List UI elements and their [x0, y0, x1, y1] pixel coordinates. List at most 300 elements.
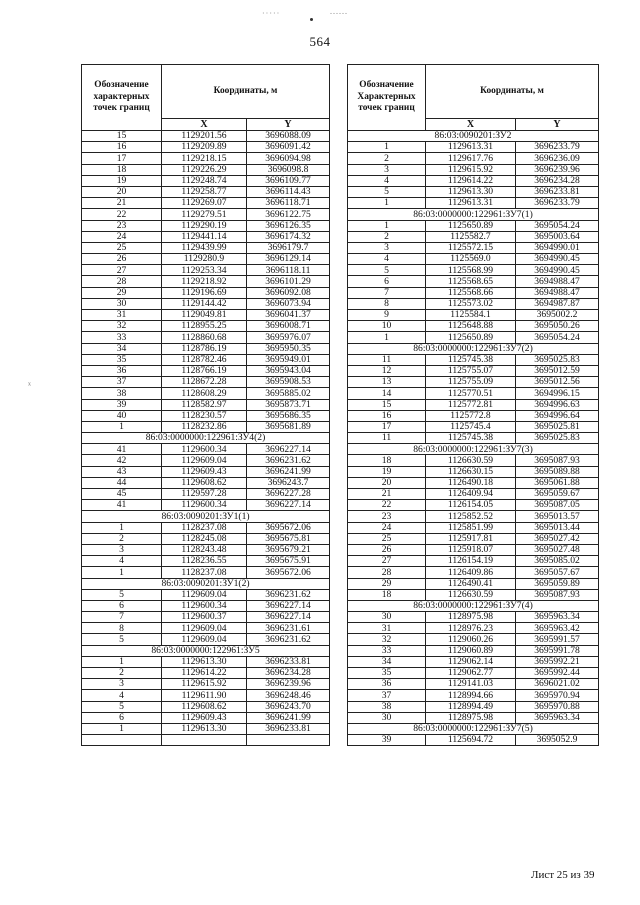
y-cell: 3696241.99: [247, 466, 330, 477]
table-row: [82, 589, 330, 600]
x-cell: 1126630.59: [426, 455, 516, 466]
point-cell: 1: [82, 421, 162, 432]
point-cell: 21: [348, 489, 426, 500]
point-cell: 37: [348, 690, 426, 701]
point-cell: 25: [82, 242, 162, 253]
point-cell: 39: [348, 735, 426, 746]
table-row: [82, 186, 330, 197]
table-row: [348, 298, 599, 309]
x-cell: 1128672.28: [162, 377, 247, 388]
y-cell: 3695087.93: [516, 455, 599, 466]
x-cell: 1129613.30: [426, 186, 516, 197]
table-row: [348, 612, 599, 623]
x-cell: 1125694.72: [426, 735, 516, 746]
table-row: [82, 242, 330, 253]
table-row: [348, 455, 599, 466]
point-cell: 34: [348, 656, 426, 667]
x-cell: 1129279.51: [162, 209, 247, 220]
x-cell: 1129280.9: [162, 254, 247, 265]
point-cell: 42: [82, 455, 162, 466]
y-cell: 3695002.2: [516, 310, 599, 321]
y-cell: 3696118.71: [247, 198, 330, 209]
point-cell: 15: [82, 131, 162, 142]
x-cell: 1128766.19: [162, 365, 247, 376]
point-cell: 34: [82, 343, 162, 354]
point-cell: 23: [82, 220, 162, 231]
table-row: [82, 343, 330, 354]
point-cell: 36: [348, 679, 426, 690]
y-cell: 3696126.35: [247, 220, 330, 231]
y-cell: 3696091.42: [247, 142, 330, 153]
x-cell: 1128245.08: [162, 533, 247, 544]
table-row: [82, 712, 330, 723]
x-cell: 1125568.99: [426, 265, 516, 276]
y-cell: 3695025.81: [516, 421, 599, 432]
point-cell: 5: [82, 701, 162, 712]
table-row: [348, 712, 599, 723]
x-cell: 1129060.26: [426, 634, 516, 645]
point-cell: 7: [348, 287, 426, 298]
x-cell: 1129613.30: [162, 723, 247, 734]
y-cell: 3695992.44: [516, 668, 599, 679]
y-cell: 3695027.42: [516, 533, 599, 544]
table-row: [348, 254, 599, 265]
y-cell: 3696227.28: [247, 489, 330, 500]
table-row: [82, 131, 330, 142]
y-cell: 3695087.93: [516, 589, 599, 600]
x-cell: 1125772.8: [426, 410, 516, 421]
y-cell: 3695950.35: [247, 343, 330, 354]
y-cell: 3695054.24: [516, 332, 599, 343]
x-cell: 1128994.49: [426, 701, 516, 712]
table-row: [348, 310, 599, 321]
point-cell: 43: [82, 466, 162, 477]
table-row: [348, 679, 599, 690]
table-row: [82, 477, 330, 488]
x-cell: 1128237.08: [162, 522, 247, 533]
y-cell: 3695025.83: [516, 354, 599, 365]
y-cell: 3695873.71: [247, 399, 330, 410]
y-cell: 3695686.35: [247, 410, 330, 421]
y-cell: 3696241.99: [247, 712, 330, 723]
table-row: [82, 298, 330, 309]
x-cell: 1129597.28: [162, 489, 247, 500]
x-cell: [162, 735, 247, 746]
y-cell: 3695087.05: [516, 500, 599, 511]
y-cell: 3696233.79: [516, 142, 599, 153]
point-cell: 5: [82, 589, 162, 600]
x-cell: 1125772.81: [426, 399, 516, 410]
x-cell: 1128232.86: [162, 421, 247, 432]
point-cell: 29: [348, 578, 426, 589]
table-row: [82, 377, 330, 388]
table-row: [82, 265, 330, 276]
y-cell: 3696073.94: [247, 298, 330, 309]
y-cell: 3695963.34: [516, 712, 599, 723]
header-x: X: [426, 119, 516, 131]
point-cell: 31: [348, 623, 426, 634]
table-row: [348, 321, 599, 332]
y-cell: 3696236.09: [516, 153, 599, 164]
point-cell: 23: [348, 511, 426, 522]
point-cell: 8: [348, 298, 426, 309]
x-cell: 1129613.30: [162, 656, 247, 667]
point-cell: 29: [82, 287, 162, 298]
x-cell: 1126490.41: [426, 578, 516, 589]
point-cell: 44: [82, 477, 162, 488]
y-cell: 3695059.89: [516, 578, 599, 589]
y-cell: 3696231.62: [247, 589, 330, 600]
y-cell: 3695672.06: [247, 567, 330, 578]
x-cell: 1129600.37: [162, 612, 247, 623]
header-coordinates: Координаты, м: [426, 65, 599, 119]
point-cell: 7: [82, 612, 162, 623]
x-cell: 1126630.59: [426, 589, 516, 600]
x-cell: 1128236.55: [162, 556, 247, 567]
x-cell: 1129144.42: [162, 298, 247, 309]
x-cell: 1126490.18: [426, 477, 516, 488]
point-cell: 5: [348, 186, 426, 197]
table-row: [82, 690, 330, 701]
y-cell: 3696227.14: [247, 500, 330, 511]
y-cell: 3694996.15: [516, 388, 599, 399]
point-cell: 35: [348, 668, 426, 679]
point-cell: 36: [82, 365, 162, 376]
table-row: [82, 209, 330, 220]
point-cell: 20: [348, 477, 426, 488]
x-cell: 1128975.98: [426, 612, 516, 623]
table-row: [348, 354, 599, 365]
table-row: [348, 164, 599, 175]
table-row: [348, 533, 599, 544]
y-cell: 3695963.34: [516, 612, 599, 623]
y-cell: 3696008.71: [247, 321, 330, 332]
x-cell: 1128582.97: [162, 399, 247, 410]
table-row: [348, 287, 599, 298]
y-cell: 3695963.42: [516, 623, 599, 634]
point-cell: 6: [348, 276, 426, 287]
table-row: [82, 466, 330, 477]
point-cell: 31: [82, 310, 162, 321]
x-cell: 1125745.4: [426, 421, 516, 432]
y-cell: 3695908.53: [247, 377, 330, 388]
coordinates-table-right: [347, 64, 599, 746]
table-row: [82, 198, 330, 209]
point-cell: 19: [348, 466, 426, 477]
point-cell: 25: [348, 533, 426, 544]
header-x: X: [162, 119, 247, 131]
y-cell: 3695970.88: [516, 701, 599, 712]
table-row: [348, 399, 599, 410]
table-row: [82, 600, 330, 611]
x-cell: 1128994.66: [426, 690, 516, 701]
y-cell: 3694987.87: [516, 298, 599, 309]
x-cell: 1128230.57: [162, 410, 247, 421]
header-y: Y: [516, 119, 599, 131]
y-cell: 3696243.7: [247, 477, 330, 488]
point-cell: 12: [348, 365, 426, 376]
point-cell: 32: [348, 634, 426, 645]
point-cell: 3: [82, 679, 162, 690]
x-cell: 1129226.29: [162, 164, 247, 175]
x-cell: 1125568.65: [426, 276, 516, 287]
x-cell: 1129614.22: [162, 668, 247, 679]
point-cell: 35: [82, 354, 162, 365]
y-cell: 3695991.78: [516, 645, 599, 656]
section-label: 86:03:0090201:ЗУ2: [348, 131, 599, 142]
y-cell: 3696248.46: [247, 690, 330, 701]
table-row: [348, 466, 599, 477]
table-row: [348, 186, 599, 197]
point-cell: 26: [82, 254, 162, 265]
scan-mark: ∙∙∙∙∙∙: [330, 9, 348, 18]
point-cell: 11: [348, 433, 426, 444]
y-cell: 3696231.62: [247, 455, 330, 466]
table-row: [348, 690, 599, 701]
table-row: [348, 365, 599, 376]
x-cell: 1129062.14: [426, 656, 516, 667]
table-row: [82, 701, 330, 712]
point-cell: 30: [348, 612, 426, 623]
point-cell: 39: [82, 399, 162, 410]
y-cell: 3696094.98: [247, 153, 330, 164]
section-row: [348, 209, 599, 220]
x-cell: 1129439.99: [162, 242, 247, 253]
x-cell: 1129209.89: [162, 142, 247, 153]
y-cell: 3696227.14: [247, 600, 330, 611]
table-row: [348, 377, 599, 388]
y-cell: 3695050.26: [516, 321, 599, 332]
x-cell: 1129062.77: [426, 668, 516, 679]
table-row: [348, 735, 599, 746]
table-row: [82, 287, 330, 298]
y-cell: 3695089.88: [516, 466, 599, 477]
x-cell: 1128860.68: [162, 332, 247, 343]
table-row: [82, 634, 330, 645]
section-label: 86:03:0090201:ЗУ1(2): [82, 578, 330, 589]
table-row: [348, 701, 599, 712]
table-row: [82, 533, 330, 544]
point-cell: 1: [82, 522, 162, 533]
y-cell: 3695061.88: [516, 477, 599, 488]
x-cell: 1129613.31: [426, 198, 516, 209]
x-cell: 1129258.77: [162, 186, 247, 197]
y-cell: 3695025.83: [516, 433, 599, 444]
point-cell: 11: [348, 354, 426, 365]
point-cell: 15: [348, 399, 426, 410]
coordinates-table-left: [81, 64, 330, 746]
section-label: 86:03:0000000:122961:ЗУ7(2): [348, 343, 599, 354]
y-cell: 3695027.48: [516, 544, 599, 555]
y-cell: 3695885.02: [247, 388, 330, 399]
table-row: [82, 153, 330, 164]
table-row: [82, 679, 330, 690]
point-cell: 3: [82, 544, 162, 555]
point-cell: 37: [82, 377, 162, 388]
table-body-left: [82, 131, 330, 746]
x-cell: 1126630.15: [426, 466, 516, 477]
section-label: 86:03:0000000:122961:ЗУ7(1): [348, 209, 599, 220]
point-cell: 24: [82, 231, 162, 242]
table-row: [82, 656, 330, 667]
point-cell: 3: [348, 242, 426, 253]
x-cell: 1125917.81: [426, 533, 516, 544]
section-row: [348, 343, 599, 354]
point-cell: 2: [82, 533, 162, 544]
table-row: [82, 723, 330, 734]
y-cell: 3696114.43: [247, 186, 330, 197]
y-cell: 3695054.24: [516, 220, 599, 231]
point-cell: 8: [82, 623, 162, 634]
x-cell: 1128608.29: [162, 388, 247, 399]
x-cell: 1126409.94: [426, 489, 516, 500]
y-cell: 3696231.61: [247, 623, 330, 634]
table-row: [82, 500, 330, 511]
y-cell: 3695970.94: [516, 690, 599, 701]
table-row: [82, 354, 330, 365]
x-cell: 1129218.92: [162, 276, 247, 287]
y-cell: [247, 735, 330, 746]
table-row: [82, 455, 330, 466]
y-cell: 3696227.14: [247, 444, 330, 455]
x-cell: 1125584.1: [426, 310, 516, 321]
table-row: [348, 231, 599, 242]
point-cell: 41: [82, 444, 162, 455]
x-cell: 1129600.34: [162, 444, 247, 455]
point-cell: [82, 735, 162, 746]
point-cell: 45: [82, 489, 162, 500]
point-cell: 18: [82, 164, 162, 175]
table-row: [82, 623, 330, 634]
point-cell: 1: [82, 656, 162, 667]
x-cell: 1129600.34: [162, 500, 247, 511]
header-coordinates: Координаты, м: [162, 65, 330, 119]
table-row: [348, 511, 599, 522]
y-cell: 3695085.02: [516, 556, 599, 567]
margin-mark: ˣ: [28, 380, 31, 391]
point-cell: 28: [348, 567, 426, 578]
table-row: [348, 242, 599, 253]
y-cell: 3696233.81: [247, 656, 330, 667]
y-cell: 3695059.67: [516, 489, 599, 500]
x-cell: 1129613.31: [426, 142, 516, 153]
point-cell: 33: [348, 645, 426, 656]
point-cell: 19: [82, 175, 162, 186]
table-row: [82, 321, 330, 332]
y-cell: 3695679.21: [247, 544, 330, 555]
table-row: [348, 153, 599, 164]
point-cell: 18: [348, 455, 426, 466]
point-cell: 2: [82, 668, 162, 679]
y-cell: 3696179.7: [247, 242, 330, 253]
x-cell: 1125755.07: [426, 365, 516, 376]
table-row: [348, 142, 599, 153]
table-row: [348, 276, 599, 287]
header-point: Обозначение Характерных точек границ: [348, 65, 426, 131]
section-row: [82, 578, 330, 589]
x-cell: 1126154.19: [426, 556, 516, 567]
x-cell: 1125755.09: [426, 377, 516, 388]
y-cell: 3695976.07: [247, 332, 330, 343]
section-row: [82, 645, 330, 656]
x-cell: 1129060.89: [426, 645, 516, 656]
y-cell: 3695012.56: [516, 377, 599, 388]
table-row: [82, 421, 330, 432]
point-cell: 5: [82, 634, 162, 645]
y-cell: 3696101.29: [247, 276, 330, 287]
point-cell: 18: [348, 589, 426, 600]
point-cell: 1: [348, 142, 426, 153]
y-cell: 3694996.64: [516, 410, 599, 421]
point-cell: 9: [348, 310, 426, 321]
section-row: [348, 723, 599, 734]
point-cell: 4: [348, 175, 426, 186]
table-body-right: [348, 131, 599, 746]
table-row: [82, 142, 330, 153]
point-cell: 1: [82, 567, 162, 578]
point-cell: 1: [348, 220, 426, 231]
x-cell: 1129608.62: [162, 701, 247, 712]
x-cell: 1129609.04: [162, 455, 247, 466]
table-row: [348, 265, 599, 276]
table-row: [82, 612, 330, 623]
table-row: [348, 433, 599, 444]
point-cell: 5: [348, 265, 426, 276]
table-row: [82, 175, 330, 186]
x-cell: 1125568.66: [426, 287, 516, 298]
y-cell: 3696234.28: [516, 175, 599, 186]
y-cell: 3694996.63: [516, 399, 599, 410]
y-cell: 3695675.81: [247, 533, 330, 544]
section-row: [82, 433, 330, 444]
table-row: [82, 735, 330, 746]
section-label: 86:03:0090201:ЗУ1(1): [82, 511, 330, 522]
table-row: [82, 544, 330, 555]
point-cell: 38: [82, 388, 162, 399]
x-cell: 1125650.89: [426, 332, 516, 343]
y-cell: 3696233.81: [516, 186, 599, 197]
table-row: [348, 556, 599, 567]
y-cell: 3696239.96: [247, 679, 330, 690]
x-cell: 1129049.81: [162, 310, 247, 321]
y-cell: 3694988.47: [516, 287, 599, 298]
point-cell: 20: [82, 186, 162, 197]
point-cell: 4: [82, 690, 162, 701]
x-cell: 1125573.02: [426, 298, 516, 309]
table-row: [348, 634, 599, 645]
x-cell: 1129201.56: [162, 131, 247, 142]
x-cell: 1128237.08: [162, 567, 247, 578]
y-cell: 3695991.57: [516, 634, 599, 645]
x-cell: 1129614.22: [426, 175, 516, 186]
point-cell: 32: [82, 321, 162, 332]
point-cell: 26: [348, 544, 426, 555]
x-cell: 1125852.52: [426, 511, 516, 522]
point-cell: 1: [82, 723, 162, 734]
x-cell: 1129609.43: [162, 712, 247, 723]
point-cell: 13: [348, 377, 426, 388]
x-cell: 1128243.48: [162, 544, 247, 555]
table-row: [82, 164, 330, 175]
x-cell: 1129609.43: [162, 466, 247, 477]
point-cell: 6: [82, 712, 162, 723]
header-y: Y: [247, 119, 330, 131]
header-point: Обозначение характерных точек границ: [82, 65, 162, 131]
point-cell: 40: [82, 410, 162, 421]
x-cell: 1129609.04: [162, 634, 247, 645]
x-cell: 1129196.69: [162, 287, 247, 298]
y-cell: 3695052.9: [516, 735, 599, 746]
